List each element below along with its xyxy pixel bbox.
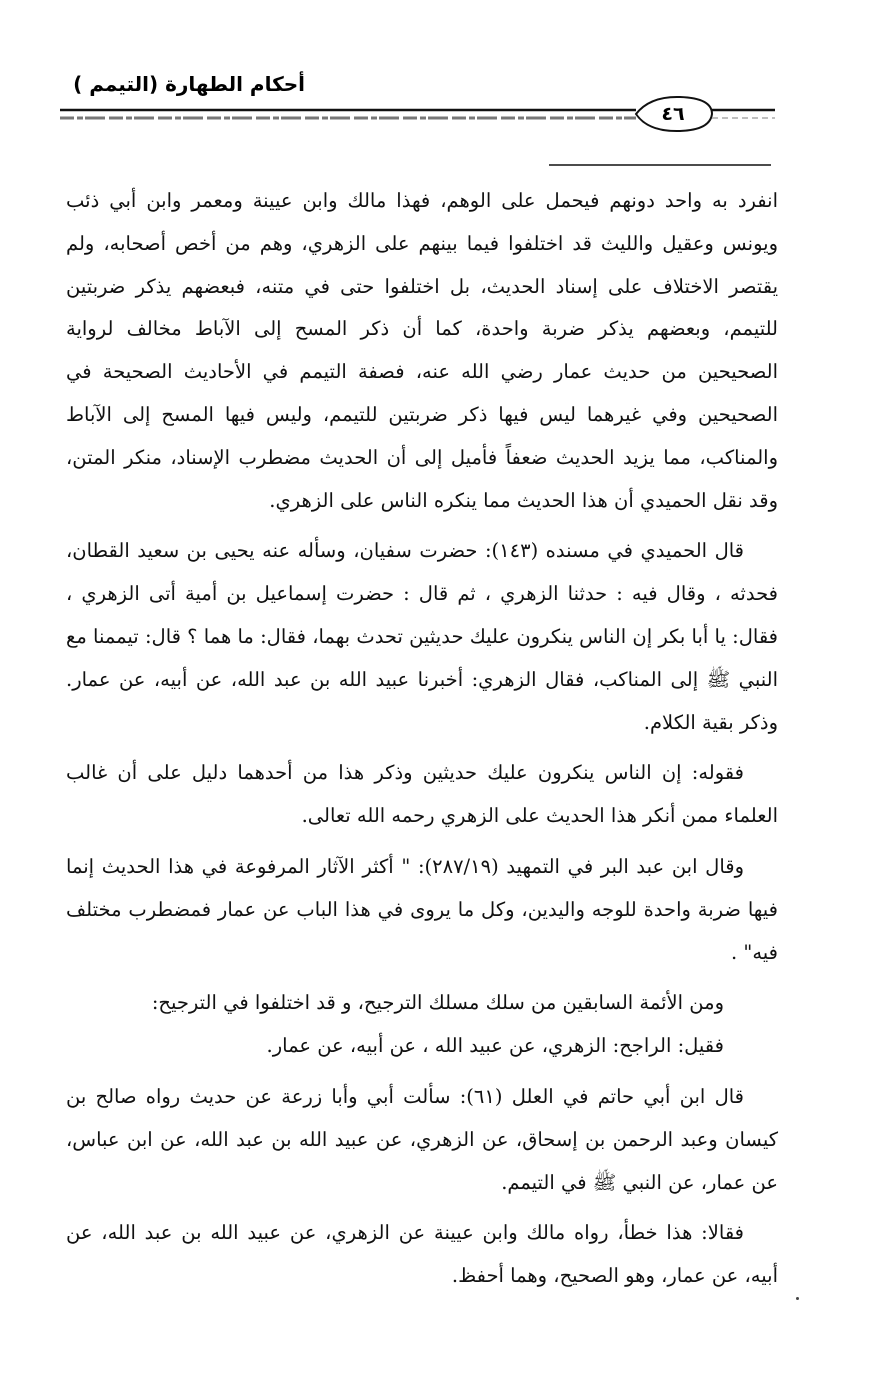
paragraph: فقالا: هذا خطأ، رواه مالك وابن عيينة عن الزهري، عن عبيد الله بن عبد الله، عن أبيه، عن عمار، وهو الصحيح، وهما أحفظ. bbox=[66, 1221, 778, 1288]
paragraph: فقوله: إن الناس ينكرون عليك حديثين وذكر هذا من أحدهما دليل على أن غالب العلماء ممن أنكر هذا الحديث على الزهري رحمه الله تعالى. bbox=[66, 761, 778, 828]
paragraph: انفرد به واحد دونهم فيحمل على الوهم، فهذا مالك وابن عيينة ومعمر وابن أبي ذئب ويونس وعقيل والليث قد اختلفوا فيما بينهم على الزهري، وهم من أخص أصحابه، ولم يقتصر الاختلاف على إسناد الحديث، بل اختلفوا حتى في متنه، فبعضهم يذكر ضربتين للتيمم، وبعضهم يذكر ضربة واحدة، كما أن ذكر المسح إلى الآباط مخالف لرواية الصحيحين من حديث عمار رضي الله عنه، فصفة التيمم في الأحاديث الصحيحة في الصحيحين وفي غيرهما ليس فيها ذكر ضربتين للتيمم، وليس فيها المسح إلى الآباط والمناكب، مما يزيد الحديث ضعفاً فأميل إلى أن الحديث مضطرب الإسناد، منكر المتن، وقد نقل الحميدي أن هذا الحديث مما ينكره الناس على الزهري. bbox=[66, 189, 778, 512]
page-number: ٤٦ bbox=[661, 103, 685, 125]
paragraph: وقال ابن عبد البر في التمهيد (٢٨٧/١٩): " أكثر الآثار المرفوعة في هذا الحديث إنما فيها ضربة واحدة للوجه واليدين، وكل ما يروى في هذا الباب عن عمار فمضطرب مختلف فيه" . bbox=[66, 854, 778, 964]
paragraph: قال الحميدي في مسنده (١٤٣): حضرت سفيان، وسأله عنه يحيى بن سعيد القطان، فحدثه ، وقال فيه : حدثنا الزهري ، ثم قال : حضرت إسماعيل بن أمية أتى الزهري ، فقال: يا أبا بكر إن الناس ينكرون عليك حديثين تحدث بهما، فقال: ما هما ؟ قال: تيممنا مع النبي ﷺ إلى المناكب، فقال الزهري: أخبرنا عبيد الله بن عبد الله، عن أبيه، عن عمار. وذكر بقية الكلام. bbox=[66, 539, 778, 734]
running-title: أحكام الطهارة (التيمم ) bbox=[73, 72, 305, 96]
margin-dot bbox=[796, 1297, 799, 1300]
paragraph: فقيل: الراجح: الزهري، عن عبيد الله ، عن أبيه، عن عمار. bbox=[266, 1034, 724, 1058]
body-text bbox=[66, 180, 778, 1306]
paragraph: قال ابن أبي حاتم في العلل (٦١): سألت أبي وأبا زرعة عن حديث رواه صالح بن كيسان وعبد الرحمن بن إسحاق، عن الزهري، عن عبيد الله بن عبد الله، عن ابن عباس، عن عمار، عن النبي ﷺ في التيمم. bbox=[66, 1084, 778, 1194]
paragraph: ومن الأئمة السابقين من سلك مسلك الترجيح، و قد اختلفوا في الترجيح: bbox=[151, 991, 724, 1015]
page-header bbox=[0, 0, 873, 160]
